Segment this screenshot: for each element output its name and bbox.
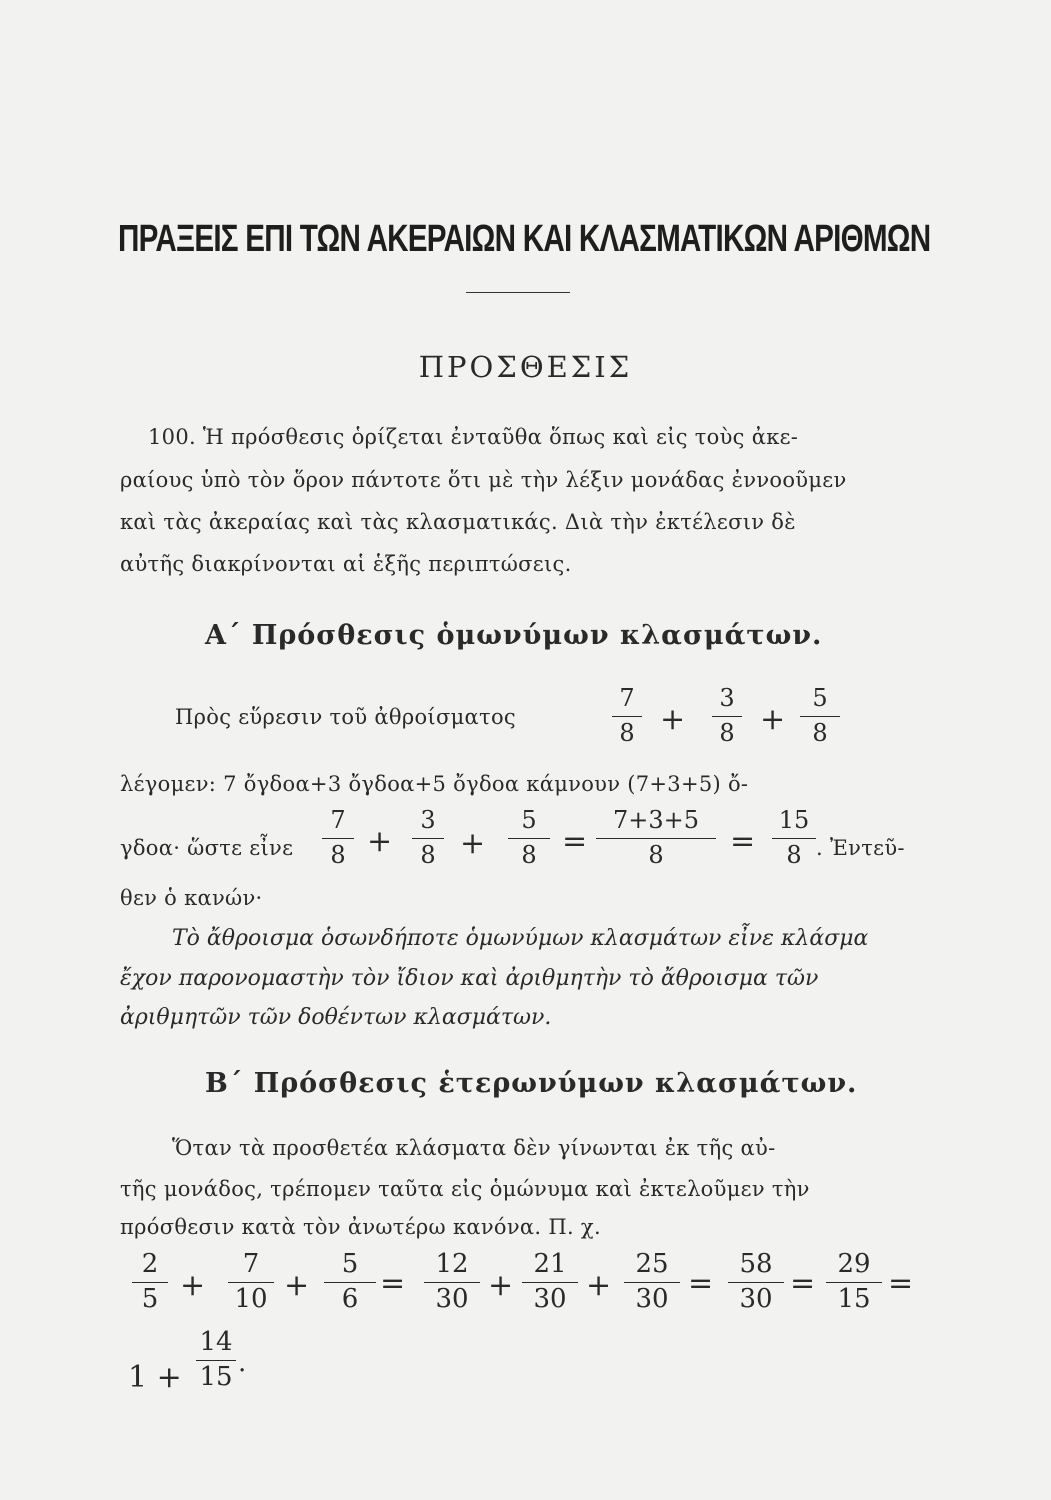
- part-a-line-3a: γδοα· ὥστε εἶνε: [120, 836, 294, 860]
- denominator: 30: [533, 1284, 567, 1314]
- fraction-bar: [132, 1282, 168, 1283]
- fraction-bar: [624, 1282, 680, 1283]
- plus-sign: +: [488, 1268, 514, 1303]
- numerator: 7: [242, 1249, 260, 1279]
- denominator: 8: [648, 841, 664, 869]
- fraction-21-30: [522, 1250, 578, 1313]
- rule-line-3: ἀριθμητῶν τῶν δοθέντων κλασμάτων.: [120, 1005, 552, 1030]
- numerator: 25: [635, 1249, 669, 1279]
- denominator: 8: [812, 719, 828, 747]
- fraction-bar: [522, 1282, 578, 1283]
- numerator: 7+3+5: [612, 806, 700, 834]
- fraction-7-10: [228, 1250, 274, 1313]
- fraction-12-30: [424, 1250, 480, 1313]
- denominator: 30: [739, 1284, 773, 1314]
- fraction-bar: [612, 716, 642, 717]
- plus-sign: +: [660, 702, 686, 737]
- fraction-15-8: [772, 806, 816, 869]
- plus-sign: +: [460, 826, 486, 861]
- fraction-bar: [412, 838, 444, 839]
- equals-sign: =: [730, 824, 756, 859]
- equals-sign: =: [380, 1266, 406, 1301]
- part-b-line-3: πρόσθεσιν κατὰ τὸν ἀνωτέρω κανόνα. Π. χ.: [120, 1215, 601, 1239]
- denominator: 8: [521, 841, 537, 869]
- fraction-bar: [728, 1282, 784, 1283]
- part-a-line-4: θεν ὁ κανών·: [120, 886, 263, 910]
- rule-line-2: ἔχον παρονομαστὴν τὸν ἴδιον καὶ ἀριθμητὴν τὸ ἄθροισμα τῶν: [120, 966, 819, 991]
- heading-part-b: Β΄ Πρόσθεσις ἑτερωνύμων κλασμάτων.: [205, 1068, 858, 1099]
- numerator: 7: [619, 684, 635, 712]
- part-a-line-2: λέγομεν: 7 ὄγδοα+3 ὄγδοα+5 ὄγδοα κάμνουν (7+3+5) ὄ-: [120, 772, 749, 796]
- intro-line-1: 100. Ἡ πρόσθεσις ὁρίζεται ἐνταῦθα ὅπως καὶ εἰς τοὺς ἀκε-: [148, 425, 799, 449]
- numerator: 5: [812, 684, 828, 712]
- plus-sign: +: [180, 1268, 206, 1303]
- fraction-14-15: [196, 1328, 236, 1391]
- numerator: 5: [521, 806, 537, 834]
- denominator: 8: [786, 841, 802, 869]
- fraction-3-8: [712, 684, 742, 747]
- fraction-29-15: [826, 1250, 882, 1313]
- denominator: 30: [635, 1284, 669, 1314]
- fraction-bar: [800, 716, 840, 717]
- fraction-bar: [772, 838, 816, 839]
- fraction-58-30: [728, 1250, 784, 1313]
- plus-sign: +: [760, 702, 786, 737]
- plus-sign: +: [586, 1268, 612, 1303]
- numerator: 15: [778, 806, 810, 834]
- numerator: 3: [420, 806, 436, 834]
- fraction-5-6: [324, 1250, 376, 1313]
- denominator: 5: [141, 1284, 159, 1314]
- intro-line-4: αὐτῆς διακρίνονται αἱ ἑξῆς περιπτώσεις.: [120, 552, 572, 576]
- part-a-line-3b: . Ἐντεῦ-: [816, 836, 905, 860]
- numerator: 3: [719, 684, 735, 712]
- denominator: 8: [619, 719, 635, 747]
- denominator: 15: [199, 1362, 233, 1392]
- fraction-bar: [228, 1282, 274, 1283]
- fraction-3-8: [412, 806, 444, 869]
- fraction-bar: [424, 1282, 480, 1283]
- heading-part-a: Α΄ Πρόσθεσις ὁμωνύμων κλασμάτων.: [205, 620, 823, 651]
- numerator: 7: [330, 806, 346, 834]
- numerator: 2: [141, 1249, 159, 1279]
- section-title: ΠΡΟΣΘΕΣΙΣ: [418, 350, 633, 384]
- title-rule: [466, 292, 570, 293]
- fraction-bar: [712, 716, 742, 717]
- plus-sign: +: [367, 824, 393, 859]
- fraction-bar: [324, 1282, 376, 1283]
- denominator: 8: [420, 841, 436, 869]
- fraction-bar: [196, 1360, 236, 1361]
- part-a-lead: Πρὸς εὕρεσιν τοῦ ἀθροίσματος: [175, 705, 516, 729]
- intro-line-2: ραίους ὑπὸ τὸν ὅρον πάντοτε ὅτι μὲ τὴν λέξιν μονάδας ἐννοοῦμεν: [120, 468, 847, 492]
- part-b-line-1: Ὅταν τὰ προσθετέα κλάσματα δὲν γίνωνται ἐκ τῆς αὐ-: [172, 1136, 776, 1160]
- part-b-line-2: τῆς μονάδος, τρέπομεν ταῦτα εἰς ὁμώνυμα καὶ ἐκτελοῦμεν τὴν: [120, 1177, 810, 1201]
- fraction-2-5: [132, 1250, 168, 1313]
- final-period: .: [238, 1348, 247, 1378]
- rule-line-1: Τὸ ἄθροισμα ὁσωνδήποτε ὁμωνύμων κλασμάτων εἶνε κλάσμα: [172, 926, 869, 951]
- fraction-bar: [322, 838, 354, 839]
- equals-sign: =: [562, 824, 588, 859]
- page-title: ΠΡΑΞΕΙΣ ΕΠΙ ΤΩΝ ΑΚΕΡΑΙΩΝ ΚΑΙ ΚΛΑΣΜΑΤΙΚΩΝ ΑΡΙΘΜΩΝ: [118, 218, 931, 260]
- numerator: 58: [739, 1249, 773, 1279]
- fraction-bar: [596, 838, 716, 839]
- numerator: 29: [837, 1249, 871, 1279]
- denominator: 15: [837, 1284, 871, 1314]
- equals-sign: =: [888, 1266, 914, 1301]
- intro-line-3: καὶ τὰς ἀκεραίας καὶ τὰς κλασματικάς. Διὰ τὴν ἐκτέλεσιν δὲ: [120, 510, 796, 534]
- numerator: 12: [435, 1249, 469, 1279]
- fraction-5-8: [508, 806, 550, 869]
- equals-sign: =: [790, 1266, 816, 1301]
- fraction-bar: [826, 1282, 882, 1283]
- fraction-sum-8: [596, 806, 716, 869]
- fraction-7-8: [322, 806, 354, 869]
- mixed-number-whole: 1 +: [128, 1360, 182, 1395]
- plus-sign: +: [284, 1268, 310, 1303]
- denominator: 8: [719, 719, 735, 747]
- denominator: 30: [435, 1284, 469, 1314]
- fraction-5-8: [800, 684, 840, 747]
- fraction-bar: [508, 838, 550, 839]
- numerator: 5: [341, 1249, 359, 1279]
- fraction-7-8: [612, 684, 642, 747]
- denominator: 8: [330, 841, 346, 869]
- fraction-25-30: [624, 1250, 680, 1313]
- numerator: 21: [533, 1249, 567, 1279]
- denominator: 10: [234, 1284, 268, 1314]
- numerator: 14: [199, 1327, 233, 1357]
- equals-sign: =: [688, 1266, 714, 1301]
- denominator: 6: [341, 1284, 359, 1314]
